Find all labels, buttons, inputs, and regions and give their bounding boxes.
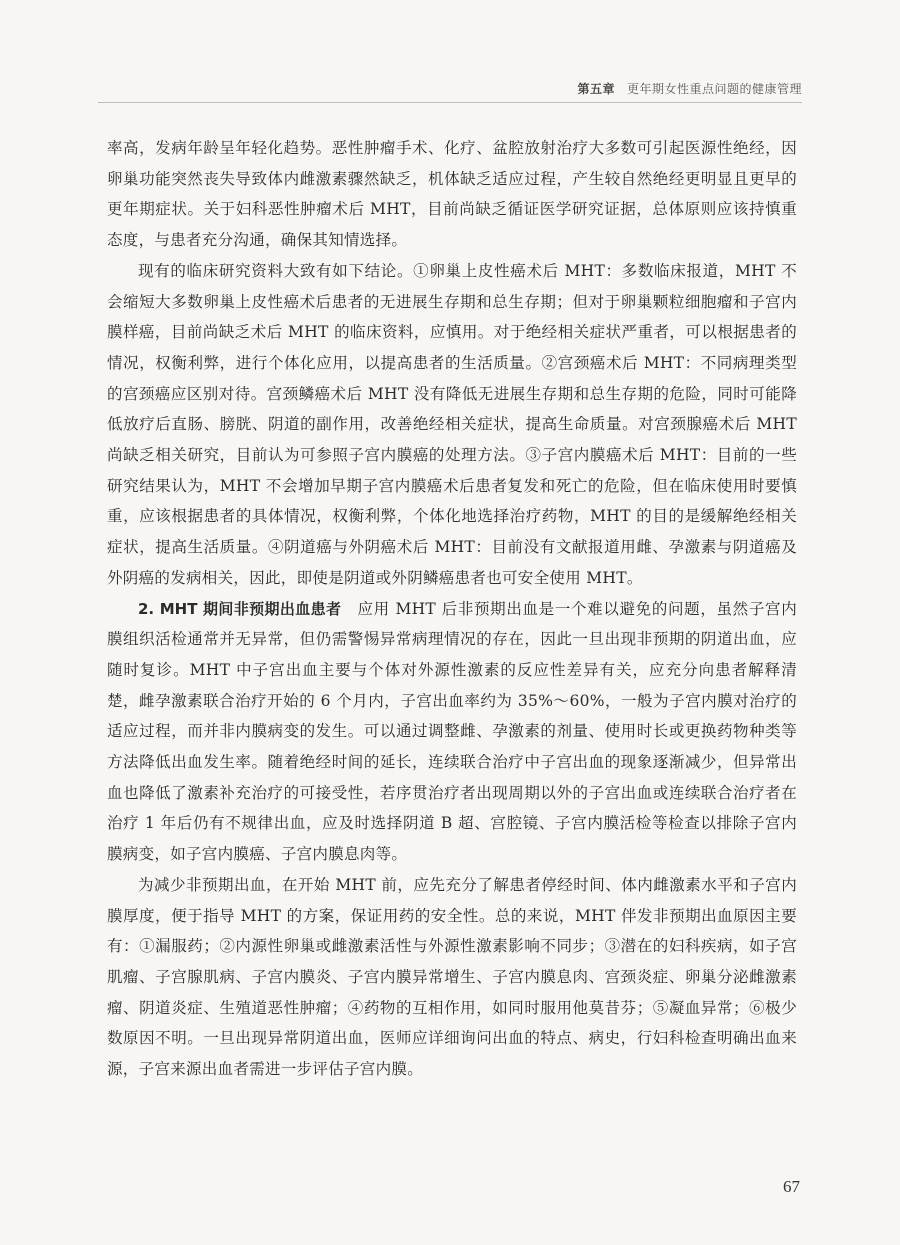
paragraph-1: 率高，发病年龄呈年轻化趋势。恶性肿瘤手术、化疗、盆腔放射治疗大多数可引起医源性绝经，因卵巢功能突然丧失导致体内雌激素骤然缺乏，机体缺乏适应过程，产生较自然绝经更明显且更早的更年期症状。关于妇科恶性肿瘤术后 MHT，目前尚缺乏循证医学研究证据，总体原则应该持慎重态度，与患者充分沟通，确保其知情选择。 <box>107 139 797 250</box>
paragraph-3 <box>107 594 797 870</box>
paragraph-4: 为减少非预期出血，在开始 MHT 前，应先充分了解患者停经时间、体内雌激素水平和子宫内膜厚度，便于指导 MHT 的方案，保证用药的安全性。总的来说，MHT 伴发非预期出血原因主要有：①漏服药；②内源性卵巢或雌激素活性与外源性激素影响不同步；③潜在的妇科疾病，如子宫肌瘤、子宫腺肌病、子宫内膜炎、子宫内膜异常增生、子宫内膜息肉、宫颈炎症、卵巢分泌雌激素瘤、阴道炎症、生殖道恶性肿瘤；④药物的互相作用，如同时服用他莫昔芬；⑤凝血异常；⑥极少数原因不明。一旦出现异常阴道出血，医师应详细询问出血的特点、病史，行妇科检查明确出血来源，子宫来源出血者需进一步评估子宫内膜。 <box>107 875 797 1079</box>
page-number: 67 <box>783 1177 800 1196</box>
chapter-label: 第五章 <box>577 82 615 96</box>
section-heading: 2. MHT 期间非预期出血患者 <box>138 599 342 618</box>
chapter-title: 更年期女性重点问题的健康管理 <box>626 82 802 96</box>
paragraph-3-text: 应用 MHT 后非预期出血是一个难以避免的问题，虽然子宫内膜组织活检通常并无异常，但仍需警惕异常病理情况的存在，因此一旦出现非预期的阴道出血，应随时复诊。MHT 中子宫出血主要与个体对外源性激素的反应性差异有关，应充分向患者解释清楚，雌孕激素联合治疗开始的 6 个月内，子宫出血率约为 35%～60%，一般为子宫内膜对治疗的适应过程，而并非内膜病变的发生。可以通过调整雌、孕激素的剂量、使用时长或更换药物种类等方法降低出血发生率。随着绝经时间的延长，连续联合治疗中子宫出血的现象逐渐减少，但异常出血也降低了激素补充治疗的可接受性，若序贯治疗者出现周期以外的子宫出血或连续联合治疗者在治疗 1 年后仍有不规律出血，应及时选择阴道 B 超、宫腔镜、子宫内膜活检等检查以排除子宫内膜病变，如子宫内膜癌、子宫内膜息肉等。 <box>107 599 797 864</box>
body-text <box>107 133 797 1085</box>
paragraph-2: 现有的临床研究资料大致有如下结论。①卵巢上皮性癌术后 MHT：多数临床报道，MHT 不会缩短大多数卵巢上皮性癌术后患者的无进展生存期和总生存期；但对于卵巢颗粒细胞瘤和子宫内膜样癌，目前尚缺乏术后 MHT 的临床资料，应慎用。对于绝经相关症状严重者，可以根据患者的情况，权衡利弊，进行个体化应用，以提高患者的生活质量。②宫颈癌术后 MHT：不同病理类型的宫颈癌应区别对待。宫颈鳞癌术后 MHT 没有降低无进展生存期和总生存期的危险，同时可能降低放疗后直肠、膀胱、阴道的副作用，改善绝经相关症状，提高生命质量。对宫颈腺癌术后 MHT 尚缺乏相关研究，目前认为可参照子宫内膜癌的处理方法。③子宫内膜癌术后 MHT：目前的一些研究结果认为，MHT 不会增加早期子宫内膜癌术后患者复发和死亡的危险，但在临床使用时要慎重，应该根据患者的具体情况，权衡利弊，个体化地选择治疗药物，MHT 的目的是缓解绝经相关症状，提高生活质量。④阴道癌与外阴癌术后 MHT：目前没有文献报道用雌、孕激素与阴道癌及外阴癌的发病相关，因此，即使是阴道或外阴鳞癌患者也可安全使用 MHT。 <box>107 261 797 587</box>
running-header <box>98 78 802 103</box>
